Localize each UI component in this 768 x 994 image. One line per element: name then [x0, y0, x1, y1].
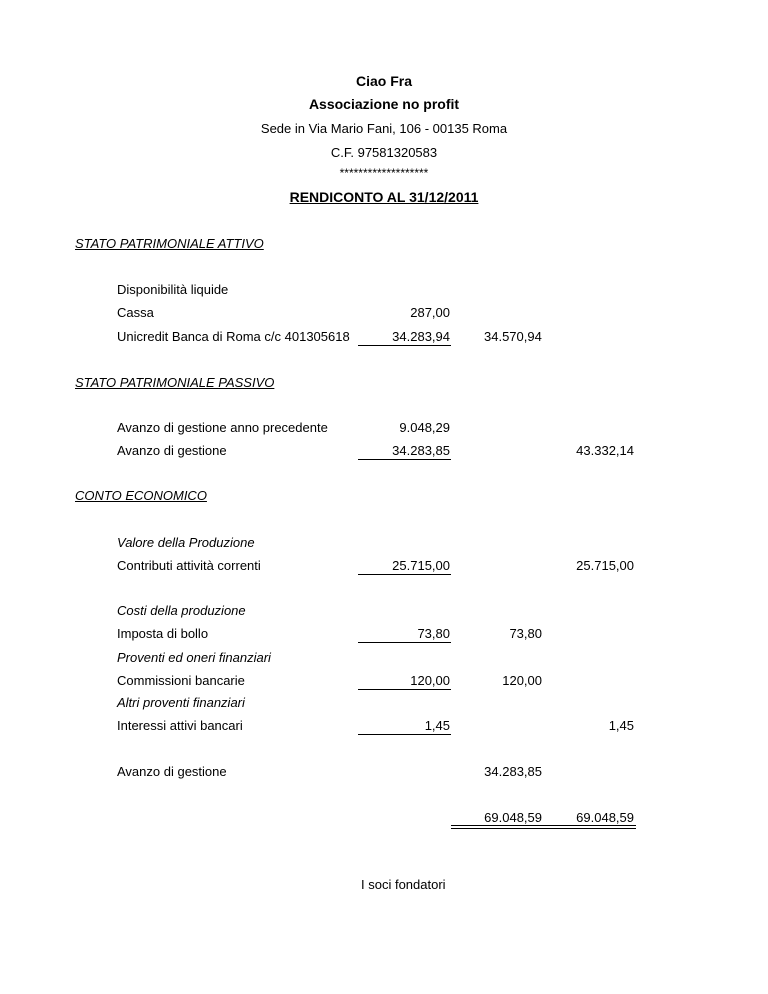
costi-heading: Costi della produzione [117, 603, 246, 618]
org-name: Ciao Fra [355, 73, 412, 89]
attivo-subtotal-rule [358, 345, 451, 346]
passivo-subtotal-rule [358, 459, 451, 460]
attivo-heading: STATO PATRIMONIALE ATTIVO [75, 236, 264, 251]
contributi-label: Contributi attività correnti [117, 558, 261, 573]
attivo-total: 34.570,94 [484, 329, 542, 344]
commissioni-rule [358, 689, 451, 690]
org-type: Associazione no profit [308, 96, 460, 112]
header-separator: ******************* [339, 166, 429, 180]
grand-total-left: 69.048,59 [484, 810, 542, 825]
org-address: Sede in Via Mario Fani, 106 - 00135 Roma [260, 121, 508, 136]
interessi-rule [358, 734, 451, 735]
valore-heading: Valore della Produzione [117, 535, 255, 550]
commissioni-label: Commissioni bancarie [117, 673, 245, 688]
interessi-value: 1,45 [424, 718, 450, 733]
cassa-value: 287,00 [410, 305, 450, 320]
interessi-total: 1,45 [608, 718, 634, 733]
contributi-rule [358, 574, 451, 575]
conto-heading: CONTO ECONOMICO [75, 488, 207, 503]
avanzo-value: 34.283,85 [392, 443, 450, 458]
grand-total-rule-2 [451, 828, 636, 829]
avanzo-prec-label: Avanzo di gestione anno precedente [117, 420, 328, 435]
oneri-heading: Proventi ed oneri finanziari [117, 650, 271, 665]
disponibilita-label: Disponibilità liquide [117, 282, 229, 297]
passivo-total: 43.332,14 [576, 443, 634, 458]
passivo-heading: STATO PATRIMONIALE PASSIVO [75, 375, 275, 390]
bollo-total: 73,80 [509, 626, 542, 641]
tax-code: C.F. 97581320583 [330, 145, 438, 160]
bollo-label: Imposta di bollo [117, 626, 209, 641]
banca-label: Unicredit Banca di Roma c/c 401305618 [117, 329, 350, 344]
cassa-label: Cassa [117, 305, 154, 320]
contributi-value: 25.715,00 [392, 558, 450, 573]
altri-heading: Altri proventi finanziari [117, 695, 245, 710]
bollo-rule [358, 642, 451, 643]
commissioni-value: 120,00 [410, 673, 450, 688]
report-title: RENDICONTO AL 31/12/2011 [289, 189, 479, 205]
avanzo-gestione-value: 34.283,85 [484, 764, 542, 779]
signature-label: I soci fondatori [361, 877, 446, 892]
contributi-total: 25.715,00 [576, 558, 634, 573]
avanzo-label: Avanzo di gestione [117, 443, 227, 458]
avanzo-prec-value: 9.048,29 [399, 420, 450, 435]
avanzo-gestione-label: Avanzo di gestione [117, 764, 227, 779]
grand-total-rule-1 [451, 825, 636, 826]
grand-total-right: 69.048,59 [576, 810, 634, 825]
commissioni-total: 120,00 [502, 673, 542, 688]
bollo-value: 73,80 [417, 626, 450, 641]
interessi-label: Interessi attivi bancari [117, 718, 243, 733]
banca-value: 34.283,94 [392, 329, 450, 344]
